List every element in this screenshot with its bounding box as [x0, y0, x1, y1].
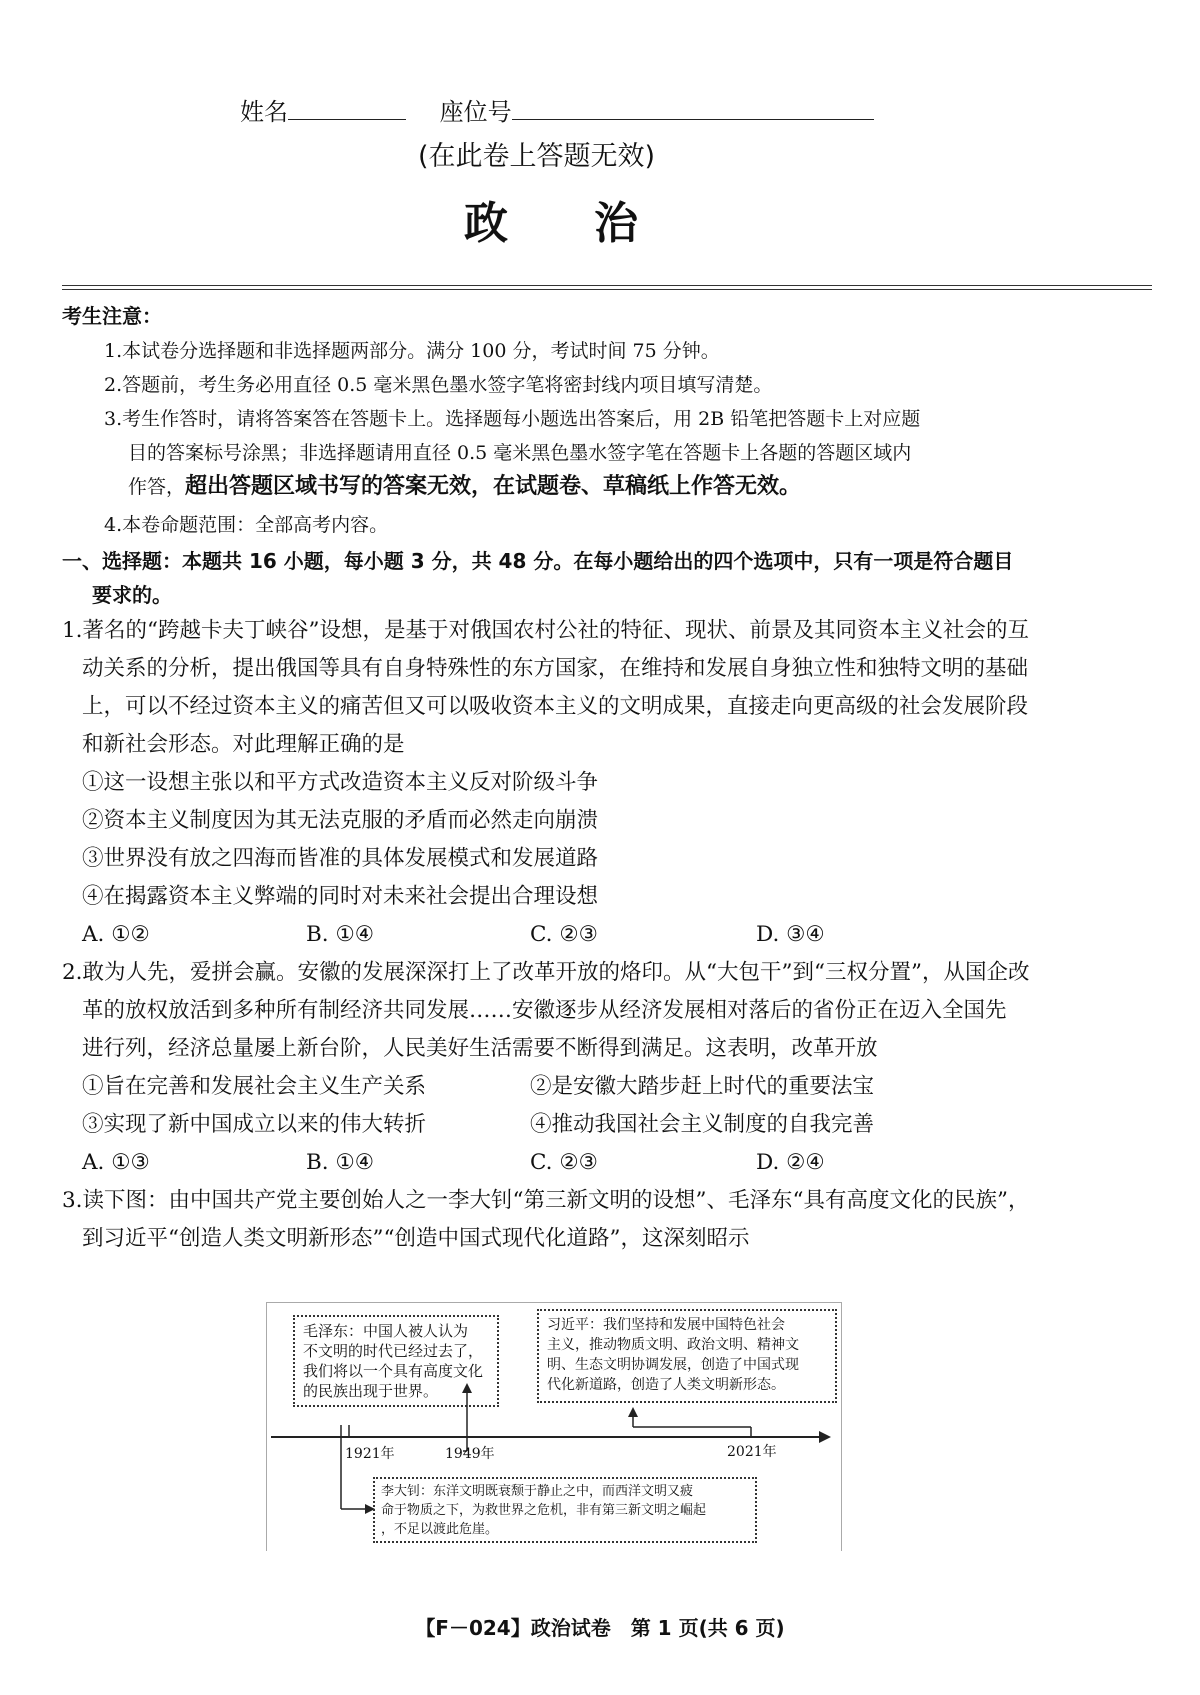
notice-item-2: 2.答题前，考生务必用直径 0.5 毫米黑色墨水签字笔将密封线内项目填写清楚。: [104, 374, 773, 396]
q2-option-d[interactable]: D. ②④: [756, 1150, 825, 1175]
mao-quote-line: 我们将以一个具有高度文化: [303, 1362, 484, 1380]
q1-option-c[interactable]: C. ②③: [530, 922, 598, 947]
notice-emphasis: 超出答题区域书写的答案无效，在试题卷、草稿纸上作答无效。: [185, 474, 802, 499]
q2-options: [0, 1144, 1200, 1182]
q2-line: 革的放权放活到多种所有制经济共同发展……安徽逐步从经济发展相对落后的省份正在迈入全国先: [82, 998, 1007, 1023]
q1-line: 和新社会形态。对此理解正确的是: [82, 732, 405, 757]
mao-quote-line: 的民族出现于世界。: [303, 1382, 439, 1400]
year-1921: 1921年: [345, 1446, 395, 1462]
q3-line: 到习近平“创造人类文明新形态”“创造中国式现代化道路”，这深刻昭示: [82, 1226, 750, 1251]
li-quote-line: 李大钊：东洋文明既衰颓于静止之中，而西洋文明又疲: [381, 1484, 694, 1499]
name-label: 姓名: [240, 98, 288, 126]
li-quote-line: ，不足以渡此危崖。: [381, 1522, 499, 1537]
q2-line: 2.敢为人先，爱拼会赢。安徽的发展深深打上了改革开放的烙印。从“大包干”到“三权分置”，从国企改: [62, 960, 1030, 985]
notice-item-1: 1.本试卷分选择题和非选择题两部分。满分 100 分，考试时间 75 分钟。: [104, 340, 720, 362]
q3-line: 3.读下图：由中国共产党主要创始人之一李大钊“第三新文明的设想”、毛泽东“具有高度文化的民族”，: [62, 1188, 1030, 1213]
timeline-figure: [266, 1302, 842, 1551]
xi-quote-line: 明、生态文明协调发展，创造了中国式现: [547, 1357, 799, 1373]
q1-line: 上，可以不经过资本主义的痛苦但又可以吸收资本主义的文明成果，直接走向更高级的社会发展阶段: [82, 694, 1029, 719]
q1-option-b[interactable]: B. ①④: [306, 922, 375, 947]
q1-statement: ②资本主义制度因为其无法克服的矛盾而必然走向崩溃: [82, 808, 599, 833]
q1-line: 1.著名的“跨越卡夫丁峡谷”设想，是基于对俄国农村公社的特征、现状、前景及其同资本主义社会的互: [62, 618, 1030, 643]
q2-statement: ④推动我国社会主义制度的自我完善: [530, 1112, 875, 1137]
q2-statements-row-1: [0, 1068, 1200, 1106]
notice-item-3-prefix: 作答，: [128, 476, 186, 498]
notice-item-3-end: [128, 470, 801, 504]
q2-option-b[interactable]: B. ①④: [306, 1150, 375, 1175]
q1-option-a[interactable]: A. ①②: [82, 922, 150, 947]
notice-item-4: 4.本卷命题范围：全部高考内容。: [104, 514, 389, 536]
mao-quote-line: 不文明的时代已经过去了，: [303, 1342, 484, 1360]
q1-statement: ①这一设想主张以和平方式改造资本主义反对阶级斗争: [82, 770, 599, 795]
q2-option-a[interactable]: A. ①③: [82, 1150, 150, 1175]
mao-quote-line: 毛泽东：中国人被人认为: [303, 1322, 469, 1340]
notice-title: 考生注意：: [62, 304, 162, 328]
notice-item-3-cont: 目的答案标号涂黑；非选择题请用直径 0.5 毫米黑色墨水签字笔在答题卡上各题的答题区域内: [128, 442, 912, 464]
seat-label: 座位号: [439, 98, 512, 126]
q2-line: 进行列，经济总量屡上新台阶，人民美好生活需要不断得到满足。这表明，改革开放: [82, 1036, 878, 1061]
q3-stem: [62, 1182, 1029, 1258]
q1-statements: [82, 764, 598, 916]
section-1-title-cont: 要求的。: [92, 583, 172, 607]
xi-quote-line: 主义，推动物质文明、政治文明、精神文: [547, 1337, 799, 1353]
year-2021: 2021年: [727, 1444, 777, 1460]
li-quote-line: 命于物质之下，为救世界之危机，非有第三新文明之崛起: [381, 1503, 707, 1518]
year-1949: 1949年: [445, 1446, 495, 1462]
page-footer: 【F－024】政治试卷 第 1 页(共 6 页): [415, 1616, 785, 1640]
q2-statements-row-2: [0, 1106, 1200, 1144]
xi-quote-line: 习近平：我们坚持和发展中国特色社会: [547, 1317, 785, 1333]
q2-statement: ①旨在完善和发展社会主义生产关系: [82, 1074, 427, 1099]
notice-item-3: 3.考生作答时，请将答案答在答题卡上。选择题每小题选出答案后，用 2B 铅笔把答题卡上对应题: [104, 408, 921, 430]
q2-option-c[interactable]: C. ②③: [530, 1150, 598, 1175]
q1-option-d[interactable]: D. ③④: [756, 922, 825, 947]
li-quote-box: [373, 1477, 757, 1543]
name-field[interactable]: [288, 97, 406, 120]
q1-statement: ③世界没有放之四海而皆准的具体发展模式和发展道路: [82, 846, 599, 871]
q2-stem: [62, 954, 1029, 1068]
subject-title-char-1: 政: [464, 198, 510, 249]
q1-stem: [62, 612, 1029, 764]
xi-quote-line: 代化新道路，创造了人类文明新形态。: [547, 1377, 785, 1393]
name-seat-line: [240, 92, 874, 127]
q1-options: [0, 916, 1200, 954]
seat-field[interactable]: [512, 97, 874, 120]
q2-statement: ②是安徽大踏步赶上时代的重要法宝: [530, 1074, 875, 1099]
q1-line: 动关系的分析，提出俄国等具有自身特殊性的东方国家，在维持和发展自身独立性和独特文明的基础: [82, 656, 1029, 681]
q2-statement: ③实现了新中国成立以来的伟大转折: [82, 1112, 427, 1137]
q1-statement: ④在揭露资本主义弊端的同时对未来社会提出合理设想: [82, 884, 599, 909]
subject-title-char-2: 治: [594, 198, 640, 249]
header-divider: [62, 285, 1152, 290]
invalid-notice: (在此卷上答题无效): [418, 141, 656, 172]
section-1-title: 一、选择题：本题共 16 小题，每小题 3 分，共 48 分。在每小题给出的四个选项中，只有一项是符合题目: [62, 549, 1014, 573]
